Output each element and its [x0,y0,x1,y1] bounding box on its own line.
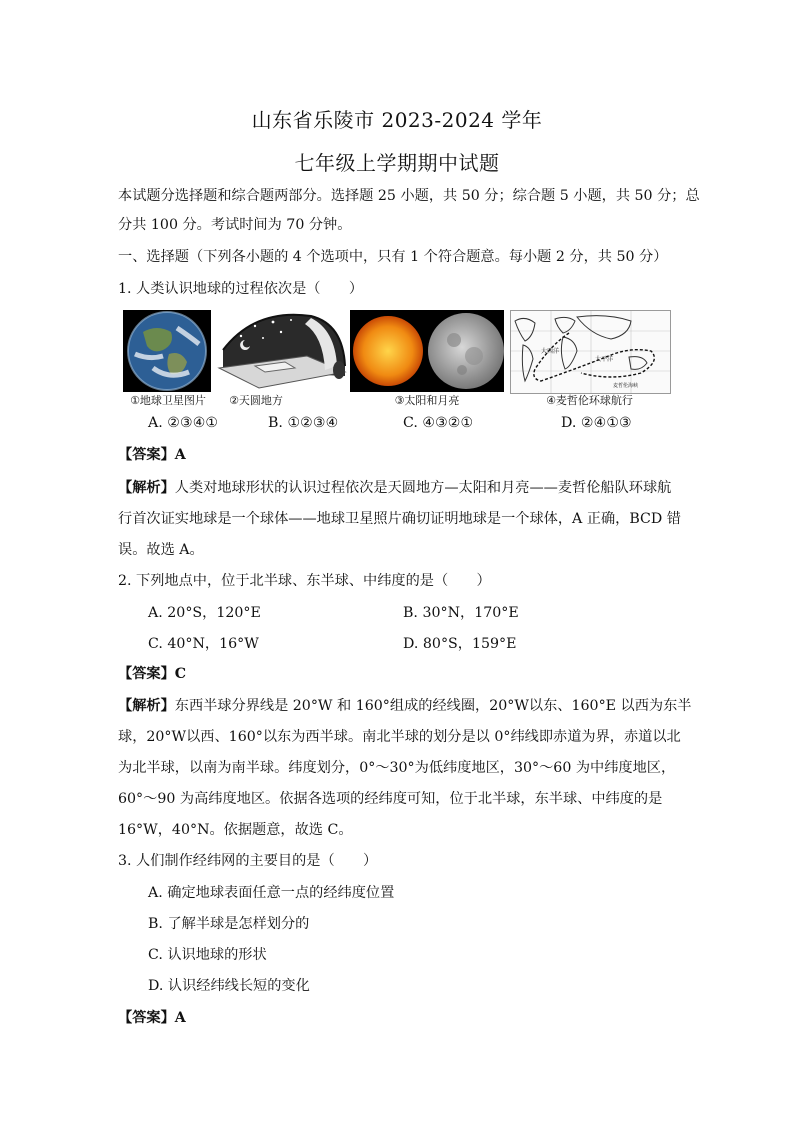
sun-moon-image [350,310,504,392]
q2-analysis-line-1: 【解析】东西半球分界线是 20°W 和 160°组成的经线圈，20°W以东、160°E 以西为东半 [118,698,692,714]
q3-option-d: D. 认识经纬线长短的变化 [148,978,310,994]
q2-option-b: B. 30°N，170°E [403,605,519,621]
q3-stem: 3. 人们制作经纬网的主要目的是（ ） [118,853,378,869]
q2-analysis-line-3: 为北半球，以南为南半球。纬度划分，0°～30°为低纬度地区，30°～60 为中纬度地区， [118,760,676,776]
earth-satellite-image [123,310,211,392]
caption-magellan: ④麦哲伦环球航行 [546,394,633,407]
q3-option-a: A. 确定地球表面任意一点的经纬度位置 [148,885,395,901]
q1-option-b: B. ①②③④ [268,415,339,431]
caption-sky-dome: ②天圆地方 [229,394,283,407]
q1-analysis-line-3: 误。故选 A。 [118,542,204,558]
q3-option-c: C. 认识地球的形状 [148,947,267,963]
q2-analysis-line-4: 60°～90 为高纬度地区。依据各选项的经纬度可知，位于北半球，东半球、中纬度的是 [118,791,663,807]
map-label-strait: 麦哲伦海峡 [613,383,639,389]
q1-analysis-line-1: 【解析】人类对地球形状的认识过程依次是天圆地方—太阳和月亮——麦哲伦船队环球航 [118,480,672,496]
map-label-atlantic: 大西洋 [541,348,560,355]
caption-sun-moon: ③太阳和月亮 [394,394,460,407]
q2-analysis-label: 【解析】 [118,698,175,714]
caption-earth: ①地球卫星图片 [130,394,206,407]
q1-analysis-line-2: 行首次证实地球是一个球体——地球卫星照片确切证明地球是一个球体，A 正确，BCD 错 [118,511,681,527]
q2-option-a: A. 20°S，120°E [148,605,261,621]
q1-stem: 1. 人类认识地球的过程依次是（ ） [118,281,364,297]
q2-answer: 【答案】C [118,666,187,682]
q3-answer: 【答案】A [118,1010,186,1026]
q2-analysis-line-2: 球，20°W以西、160°以东为西半球。南北半球的划分是以 0°纬线即赤道为界，赤道以北 [118,729,681,745]
q2-option-d: D. 80°S，159°E [403,636,517,652]
q3-option-b: B. 了解半球是怎样划分的 [148,916,310,932]
q1-option-c: C. ④③②① [403,415,474,431]
q1-analysis-label: 【解析】 [118,480,175,496]
exam-title: 山东省乐陵市 2023-2024 学年 [251,108,543,132]
intro-line-1: 本试题分选择题和综合题两部分。选择题 25 小题，共 50 分；综合题 5 小题，共 50 分；总 [118,188,700,204]
q1-option-a: A. ②③④① [148,415,219,431]
sky-dome-image [215,310,347,392]
q1-answer: 【答案】A [118,447,186,463]
q2-option-c: C. 40°N，16°W [148,636,259,652]
intro-line-2: 分共 100 分。考试时间为 70 分钟。 [118,217,352,233]
section-heading: 一、选择题（下列各小题的 4 个选项中，只有 1 个符合题意。每小题 2 分，共 50 分） [118,249,668,265]
q2-stem: 2. 下列地点中，位于北半球、东半球、中纬度的是（ ） [118,573,491,589]
exam-subtitle: 七年级上学期期中试题 [294,151,500,175]
magellan-route-map [510,310,671,394]
q1-option-d: D. ②④①③ [561,415,632,431]
map-label-pacific: 太平洋 [595,356,614,363]
q2-analysis-line-5: 16°W，40°N。依据题意，故选 C。 [118,822,353,838]
